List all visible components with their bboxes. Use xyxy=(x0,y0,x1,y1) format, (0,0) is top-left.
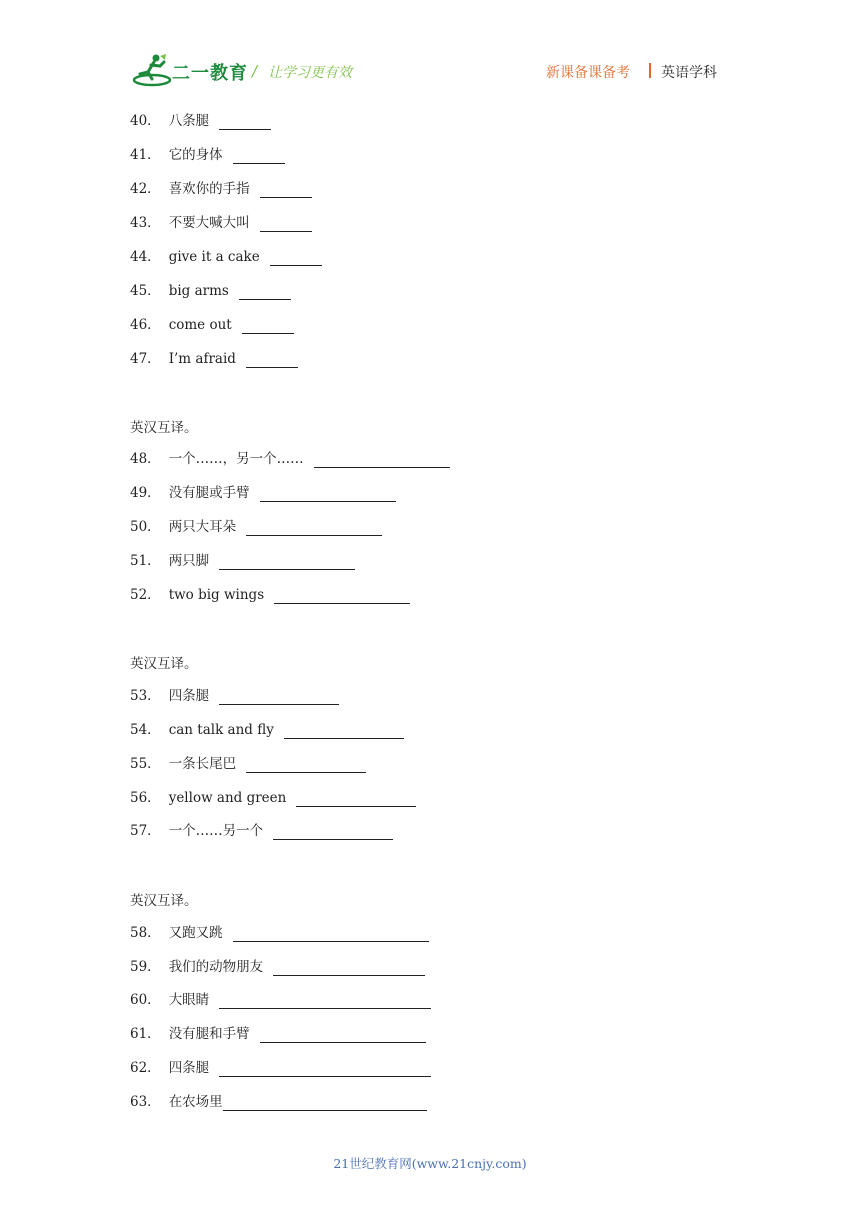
item-number: 60． xyxy=(130,992,161,1008)
item-number: 51． xyxy=(130,553,161,569)
answer-blank[interactable] xyxy=(219,555,355,570)
page-header xyxy=(0,0,860,100)
answer-blank[interactable] xyxy=(260,1028,426,1043)
item-number: 41． xyxy=(130,147,161,163)
answer-blank[interactable] xyxy=(239,285,291,300)
item-number: 46． xyxy=(130,317,161,333)
list-item xyxy=(130,958,425,976)
item-text: 不要大喊大叫 xyxy=(168,215,250,231)
header-right-title: 新课备课备考 xyxy=(546,65,630,81)
logo-text: 二一教育 xyxy=(172,63,248,84)
item-text: can talk and fly xyxy=(168,722,274,738)
header-slash: / xyxy=(252,62,258,80)
list-item xyxy=(130,1025,426,1043)
list-item xyxy=(130,450,450,468)
answer-blank[interactable] xyxy=(242,319,294,334)
item-text: 一条长尾巴 xyxy=(168,756,237,772)
item-text: 大眼睛 xyxy=(168,992,210,1008)
answer-blank[interactable] xyxy=(219,690,339,705)
answer-blank[interactable] xyxy=(233,149,285,164)
item-number: 42． xyxy=(130,181,161,197)
list-item xyxy=(130,146,285,164)
answer-blank[interactable] xyxy=(273,961,425,976)
answer-blank[interactable] xyxy=(219,1062,431,1077)
answer-blank[interactable] xyxy=(246,758,366,773)
answer-blank[interactable] xyxy=(274,589,410,604)
list-item xyxy=(130,991,431,1009)
section-heading: 英汉互译。 xyxy=(130,893,198,909)
item-text: 四条腿 xyxy=(168,1060,210,1076)
item-number: 61． xyxy=(130,1026,161,1042)
page-footer: 21世纪教育网(www.21cnjy.com) xyxy=(333,1156,527,1171)
item-number: 44． xyxy=(130,249,161,265)
answer-blank[interactable] xyxy=(314,453,450,468)
runner-logo-icon xyxy=(132,52,172,88)
item-text: 八条腿 xyxy=(168,113,210,129)
item-number: 50． xyxy=(130,519,161,535)
answer-blank[interactable] xyxy=(233,927,429,942)
header-slogan: 让学习更有效 xyxy=(268,65,352,81)
list-item xyxy=(130,112,271,130)
item-number: 43． xyxy=(130,215,161,231)
item-number: 53． xyxy=(130,688,161,704)
item-number: 57． xyxy=(130,823,161,839)
item-number: 59． xyxy=(130,959,161,975)
list-item xyxy=(130,755,366,773)
list-item xyxy=(130,350,298,368)
list-item xyxy=(130,721,404,739)
answer-blank[interactable] xyxy=(219,994,431,1009)
list-item xyxy=(130,687,339,705)
answer-blank[interactable] xyxy=(246,521,382,536)
item-number: 63． xyxy=(130,1094,161,1110)
item-number: 49． xyxy=(130,485,161,501)
list-item xyxy=(130,789,416,807)
list-item xyxy=(130,518,382,536)
answer-blank[interactable] xyxy=(219,115,271,130)
item-number: 48． xyxy=(130,451,161,467)
answer-blank[interactable] xyxy=(270,251,322,266)
list-item xyxy=(130,180,312,198)
item-number: 40． xyxy=(130,113,161,129)
item-text: 我们的动物朋友 xyxy=(168,959,264,975)
item-number: 62． xyxy=(130,1060,161,1076)
answer-blank[interactable] xyxy=(284,724,404,739)
item-text: 在农场里 xyxy=(168,1094,223,1110)
section-heading: 英汉互译。 xyxy=(130,420,198,436)
answer-blank[interactable] xyxy=(273,825,393,840)
item-text: 两只脚 xyxy=(168,553,210,569)
item-number: 56． xyxy=(130,790,161,806)
item-number: 55． xyxy=(130,756,161,772)
item-text: 没有腿或手臂 xyxy=(168,485,250,501)
header-subject: 英语学科 xyxy=(661,65,717,81)
answer-blank[interactable] xyxy=(296,792,416,807)
answer-blank[interactable] xyxy=(260,217,312,232)
item-text: 又跑又跳 xyxy=(168,925,223,941)
list-item xyxy=(130,1093,427,1111)
answer-blank[interactable] xyxy=(260,183,312,198)
item-text: 两只大耳朵 xyxy=(168,519,237,535)
header-divider xyxy=(649,63,651,78)
item-text: 一个……另一个 xyxy=(168,823,264,839)
item-text: come out xyxy=(168,317,232,333)
item-text: big arms xyxy=(168,283,229,299)
item-text: 四条腿 xyxy=(168,688,210,704)
item-text: yellow and green xyxy=(168,790,287,806)
list-item xyxy=(130,586,410,604)
list-item xyxy=(130,282,291,300)
item-number: 54． xyxy=(130,722,161,738)
brand-logo xyxy=(132,52,248,88)
list-item xyxy=(130,248,322,266)
answer-blank[interactable] xyxy=(246,353,298,368)
item-text: give it a cake xyxy=(168,249,260,265)
item-text: 它的身体 xyxy=(168,147,223,163)
list-item xyxy=(130,1059,431,1077)
item-number: 58． xyxy=(130,925,161,941)
list-item xyxy=(130,214,312,232)
item-text: two big wings xyxy=(168,587,265,603)
item-number: 45． xyxy=(130,283,161,299)
list-item xyxy=(130,484,396,502)
item-text: 喜欢你的手指 xyxy=(168,181,250,197)
section-heading: 英汉互译。 xyxy=(130,656,198,672)
item-text: I’m afraid xyxy=(168,351,236,367)
list-item xyxy=(130,822,393,840)
item-number: 52． xyxy=(130,587,161,603)
item-number: 47． xyxy=(130,351,161,367)
item-text: 没有腿和手臂 xyxy=(168,1026,250,1042)
answer-blank[interactable] xyxy=(260,487,396,502)
item-text: 一个……，另一个…… xyxy=(168,451,304,467)
list-item xyxy=(130,316,294,334)
answer-blank[interactable] xyxy=(223,1096,427,1111)
list-item xyxy=(130,552,355,570)
list-item xyxy=(130,924,429,942)
